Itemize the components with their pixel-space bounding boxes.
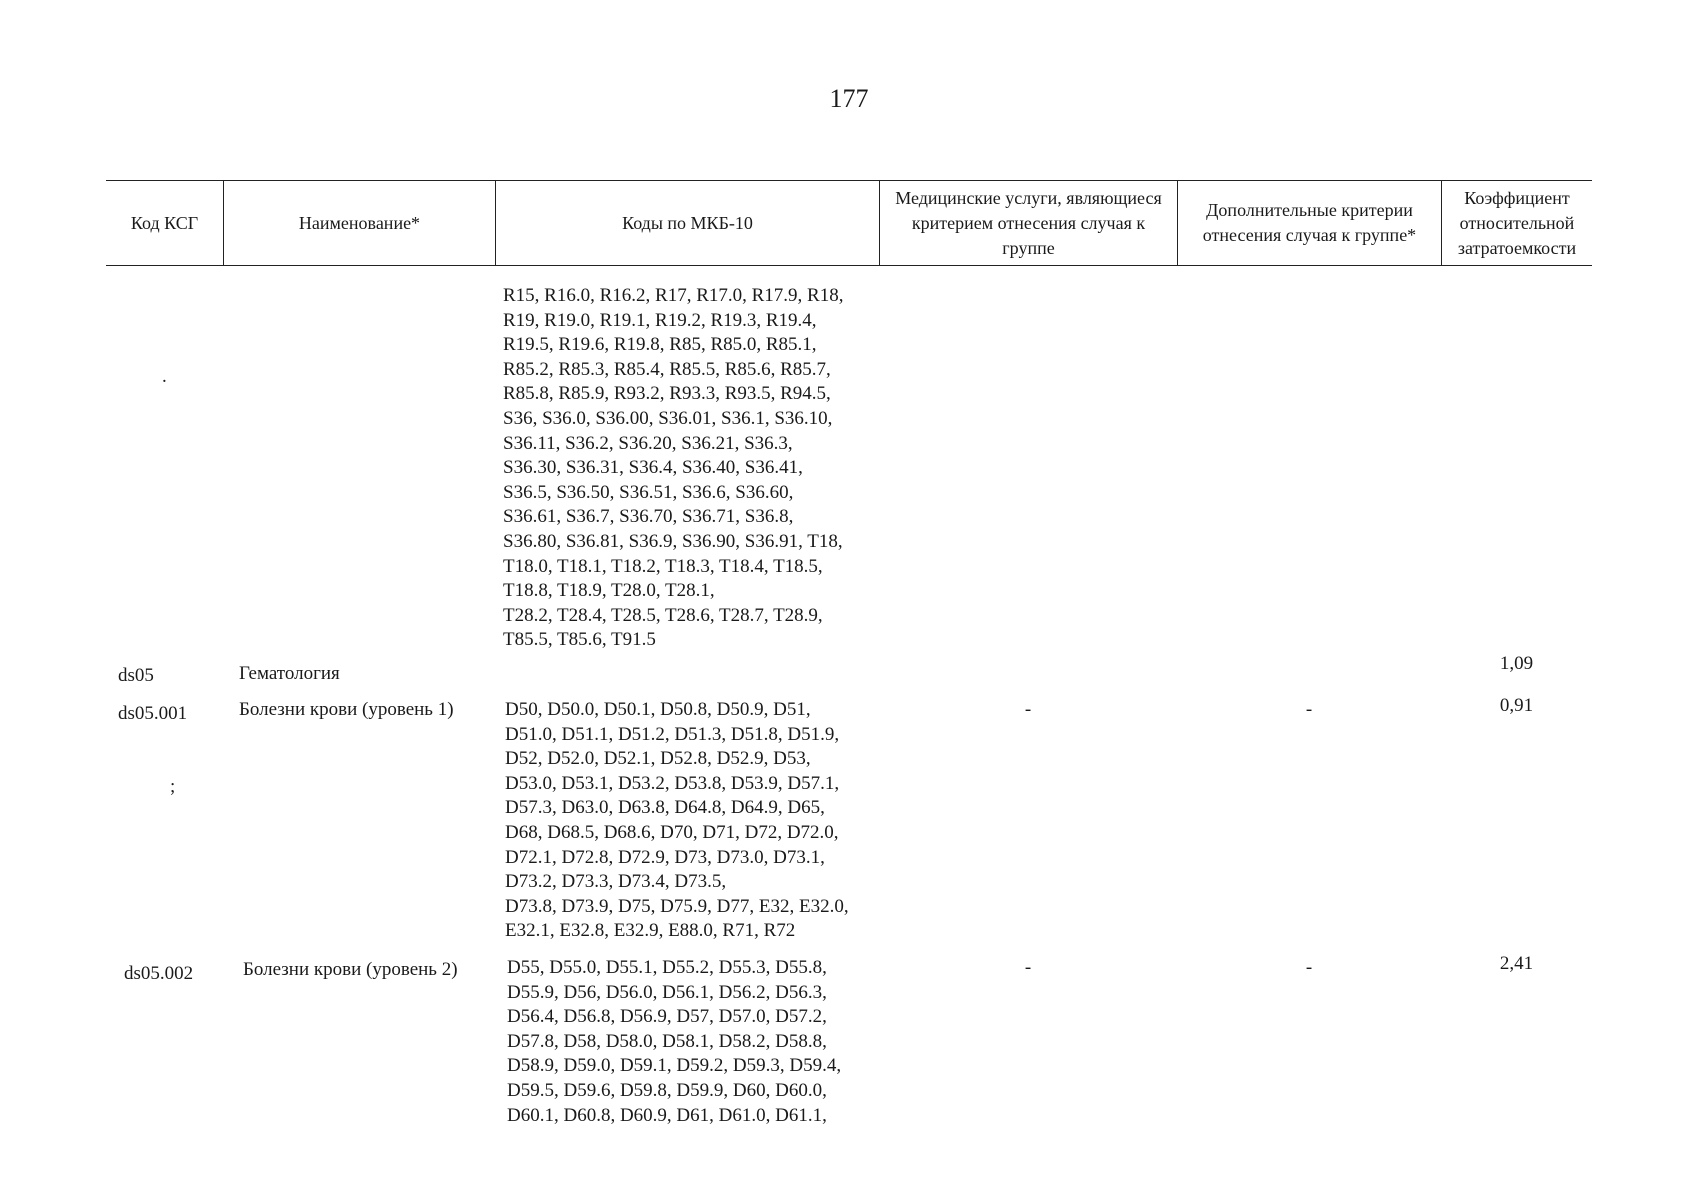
table-header <box>106 180 1592 266</box>
mkb-line: T85.5, T85.6, T91.5 <box>503 629 656 651</box>
row-services: - <box>1024 957 1032 978</box>
mkb-line: R19, R19.0, R19.1, R19.2, R19.3, R19.4, <box>503 309 817 331</box>
row-name: Гематология <box>239 663 340 684</box>
header-services: Медицинские услуги, являющиеся критерием отнесения случая к группе <box>879 181 1177 265</box>
mkb-line: S36.11, S36.2, S36.20, S36.21, S36.3, <box>503 432 793 454</box>
mkb-line: S36.80, S36.81, S36.9, S36.90, S36.91, T18, <box>503 530 843 552</box>
row-coef: 0,91 <box>1499 695 1534 716</box>
header-name: Наименование* <box>223 181 495 265</box>
mkb-line: R85.2, R85.3, R85.4, R85.5, R85.6, R85.7, <box>503 358 831 380</box>
mkb-line: R19.5, R19.6, R19.8, R85, R85.0, R85.1, <box>503 334 817 356</box>
mkb-line: T18.8, T18.9, T28.0, T28.1, <box>503 580 715 602</box>
row-services: - <box>1024 699 1032 720</box>
row-mkb-codes <box>495 698 879 956</box>
mkb-line: D53.0, D53.1, D53.2, D53.8, D53.9, D57.1, <box>505 772 840 794</box>
table-row <box>106 695 1592 956</box>
mkb-line: T28.2, T28.4, T28.5, T28.6, T28.7, T28.9, <box>503 604 823 626</box>
row-name <box>223 284 495 656</box>
table-row <box>106 284 1592 656</box>
header-mkb: Коды по МКБ-10 <box>495 181 879 265</box>
row-criteria: - <box>1305 957 1313 978</box>
mkb-line: E32.1, E32.8, E32.9, E88.0, R71, R72 <box>505 920 796 942</box>
row-name: Болезни крови (уровень 2) <box>243 959 458 980</box>
mkb-line: S36.61, S36.7, S36.70, S36.71, S36.8, <box>503 506 794 528</box>
row-services <box>879 658 1177 698</box>
mkb-line: D60.1, D60.8, D60.9, D61, D61.0, D61.1, <box>507 1104 827 1126</box>
row-coef: 2,41 <box>1499 953 1534 974</box>
row-code: ds05 <box>118 665 154 686</box>
stray-semicolon-mark: ; <box>170 776 176 797</box>
row-code: ds05.002 <box>124 963 194 984</box>
mkb-line: D72.1, D72.8, D72.9, D73, D73.0, D73.1, <box>505 846 825 868</box>
row-mkb-codes <box>495 658 879 698</box>
header-code: Код КСГ <box>130 212 199 233</box>
mkb-line: S36.30, S36.31, S36.4, S36.40, S36.41, <box>503 457 803 479</box>
row-services <box>879 284 1177 656</box>
table-row <box>106 653 1592 698</box>
mkb-line: D57.3, D63.0, D63.8, D64.8, D64.9, D65, <box>505 797 825 819</box>
header-coef: Коэффициент относительной затратоемкости <box>1441 181 1592 265</box>
mkb-line: D58.9, D59.0, D59.1, D59.2, D59.3, D59.4, <box>507 1055 842 1077</box>
table-row <box>106 953 1592 1146</box>
mkb-line: D50, D50.0, D50.1, D50.8, D50.9, D51, <box>505 699 811 720</box>
row-code: ds05.001 <box>118 703 188 724</box>
row-mkb-codes <box>495 956 879 1146</box>
mkb-line: D68, D68.5, D68.6, D70, D71, D72, D72.0, <box>505 821 839 843</box>
mkb-line: D55, D55.0, D55.1, D55.2, D55.3, D55.8, <box>507 957 827 978</box>
row-criteria <box>1177 658 1441 698</box>
mkb-line: S36, S36.0, S36.00, S36.01, S36.1, S36.10, <box>503 407 833 429</box>
row-code <box>106 284 223 656</box>
mkb-line: D73.8, D73.9, D75, D75.9, D77, E32, E32.0, <box>505 895 849 917</box>
row-coef: 1,09 <box>1499 653 1534 674</box>
mkb-line: D57.8, D58, D58.0, D58.1, D58.2, D58.8, <box>507 1030 827 1052</box>
stray-dot-mark: . <box>162 366 167 387</box>
mkb-line: D56.4, D56.8, D56.9, D57, D57.0, D57.2, <box>507 1006 827 1028</box>
row-criteria: - <box>1305 699 1313 720</box>
mkb-line: R15, R16.0, R16.2, R17, R17.0, R17.9, R18, <box>503 285 844 306</box>
mkb-line: D73.2, D73.3, D73.4, D73.5, <box>505 871 727 893</box>
row-mkb-codes <box>495 284 879 656</box>
page-number: 177 <box>829 84 869 113</box>
header-criteria: Дополнительные критерии отнесения случая к группе* <box>1177 181 1441 265</box>
mkb-line: R85.8, R85.9, R93.2, R93.3, R93.5, R94.5, <box>503 383 831 405</box>
row-name: Болезни крови (уровень 1) <box>239 699 454 720</box>
mkb-line: D52, D52.0, D52.1, D52.8, D52.9, D53, <box>505 748 811 770</box>
mkb-line: D55.9, D56, D56.0, D56.1, D56.2, D56.3, <box>507 981 827 1003</box>
table-body <box>106 284 1592 1146</box>
mkb-line: T18.0, T18.1, T18.2, T18.3, T18.4, T18.5, <box>503 555 823 577</box>
row-coef <box>1441 284 1592 656</box>
mkb-line: D51.0, D51.1, D51.2, D51.3, D51.8, D51.9, <box>505 723 840 745</box>
mkb-line: D59.5, D59.6, D59.8, D59.9, D60, D60.0, <box>507 1079 827 1101</box>
mkb-line: S36.5, S36.50, S36.51, S36.6, S36.60, <box>503 481 794 503</box>
row-criteria <box>1177 284 1441 656</box>
